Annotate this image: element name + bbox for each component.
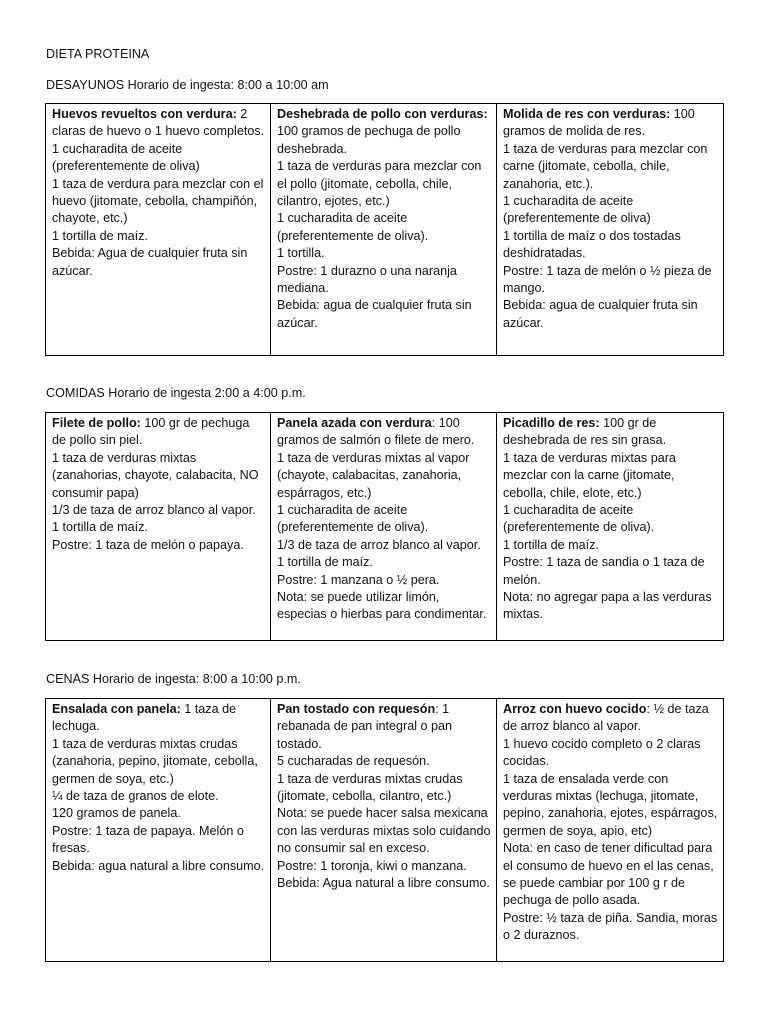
- cell-text: Nota: se puede utilizar limón, especias o hierbas para condimentar.: [277, 590, 487, 622]
- cell-text: 1 cucharadita de aceite (preferentemente de oliva): [52, 141, 200, 174]
- dish-name: Filete de pollo:: [52, 416, 141, 430]
- dish-name: Panela azada con verdura: [277, 416, 432, 430]
- cell-text: Postre: 1 durazno o una naranja mediana.: [277, 263, 457, 296]
- cell-text: Nota: en caso de tener dificultad para el consumo de huevo en el las cenas, se puede cambiar por 100 g r de pechuga de pollo asada.: [503, 841, 714, 908]
- cell-text: 1 taza de verduras mixtas crudas (zanahoria, pepino, jitomate, cebolla, germen de soya, etc.): [52, 736, 258, 786]
- cell-text: : 1 rebanada de pan integral o pan tostado.: [277, 702, 453, 751]
- cell-text: Postre: 1 taza de sandia o 1 taza de melón.: [503, 555, 705, 587]
- cell-text: 1 tortilla.: [277, 246, 325, 261]
- cell-text: Nota: se puede hacer salsa mexicana con las verduras mixtas solo cuidando no consumir sal en exceso.: [277, 806, 491, 856]
- cell-text: 1 taza de ensalada verde con verduras mixtas (lechuga, jitomate, pepino, zanahoria, ejotes, espárragos, germen de soya, apio, etc): [503, 771, 718, 838]
- cell-text: 1 taza de verduras mixtas para mezclar con la carne (jitomate, cebolla, chile, elote, etc.): [503, 450, 676, 500]
- cell-text: 1 tortilla de maíz o dos tostadas deshidratadas.: [503, 228, 681, 261]
- cell-text: 1 tortilla de maíz.: [52, 520, 148, 535]
- cell-text: Nota: no agregar papa a las verduras mixtas.: [503, 590, 712, 622]
- lunch-heading: COMIDAS Horario de ingesta 2:00 a 4:00 p.m.: [46, 386, 306, 400]
- cell-text: 5 cucharadas de requesón.: [277, 754, 430, 769]
- cell-text: 1 taza de verduras mixtas (zanahorias, chayote, calabacita, NO consumir papa): [52, 450, 259, 500]
- dinner-table: [45, 698, 724, 962]
- dish-name: Huevos revueltos con verdura:: [52, 107, 237, 121]
- cell-text: 1 taza de verdura para mezclar con el huevo (jitomate, cebolla, champiñón, chayote, etc.): [52, 176, 264, 226]
- breakfast-table: [45, 103, 724, 356]
- cell-text: 1 cucharadita de aceite (preferentemente de oliva): [503, 194, 651, 226]
- cell-text: Bebida: Agua natural a libre consumo.: [277, 876, 490, 891]
- cell-text: 100 gramos de pechuga de pollo deshebrada.: [277, 124, 461, 156]
- dish-name: Deshebrada de pollo con verduras:: [277, 107, 488, 121]
- cell-text: Postre: 1 taza de papaya. Melón o fresas.: [52, 823, 244, 856]
- cell-text: 1 cucharadita de aceite (preferentemente de oliva).: [277, 503, 429, 535]
- lunch-option-1: [46, 413, 271, 641]
- cell-text: 1 tortilla de maíz.: [52, 228, 148, 243]
- dish-name: Pan tostado con requesón: [277, 702, 436, 716]
- cell-text: Postre: 1 taza de melón o papaya.: [52, 537, 244, 552]
- cell-text: 1 taza de verduras para mezclar con carne (jitomate, cebolla, chile, zanahoria, etc.).: [503, 141, 708, 191]
- cell-text: 1 taza de lechuga.: [52, 702, 237, 734]
- cell-text: 1 tortilla de maíz.: [503, 537, 599, 552]
- dinner-option-1: [46, 699, 271, 962]
- cell-text: Bebida: agua de cualquier fruta sin azúcar.: [503, 298, 698, 330]
- cell-text: 100 gr de pechuga de pollo sin piel.: [52, 416, 250, 448]
- cell-text: 100 gramos de molida de res.: [503, 107, 695, 139]
- dish-name: Molida de res con verduras:: [503, 107, 671, 121]
- cell-text: 1 cucharadita de aceite (preferentemente de oliva).: [503, 503, 655, 535]
- lunch-option-3: [497, 413, 724, 641]
- cell-text: ¼ de taza de granos de elote.: [52, 789, 219, 804]
- cell-text: Bebida: agua natural a libre consumo.: [52, 858, 265, 873]
- breakfast-heading: DESAYUNOS Horario de ingesta: 8:00 a 10:00 am: [46, 78, 329, 92]
- breakfast-option-1: [46, 104, 271, 356]
- lunch-option-2: [271, 413, 497, 641]
- cell-text: Postre: ½ taza de piña. Sandia, moras o 2 duraznos.: [503, 910, 718, 943]
- cell-text: 1 cucharadita de aceite (preferentemente de oliva).: [277, 211, 429, 243]
- dish-name: Arroz con huevo cocido: [503, 702, 647, 716]
- cell-text: 2 claras de huevo o 1 huevo completos.: [52, 107, 265, 139]
- cell-text: 1 taza de verduras para mezclar con el pollo (jitomate, cebolla, chile, cilantro, ejotes, etc.): [277, 159, 482, 209]
- document-title: DIETA PROTEINA: [46, 47, 150, 61]
- cell-text: 120 gramos de panela.: [52, 806, 181, 821]
- cell-text: Bebida: Agua de cualquier fruta sin azúcar.: [52, 246, 248, 278]
- cell-text: 1 huevo cocido completo o 2 claras cocidas.: [503, 736, 701, 769]
- breakfast-option-3: [497, 104, 724, 356]
- cell-text: Postre: 1 toronja, kiwi o manzana.: [277, 858, 467, 873]
- cell-text: : 100 gramos de salmón o filete de mero.: [277, 416, 475, 448]
- cell-text: Bebida: agua de cualquier fruta sin azúcar.: [277, 298, 472, 330]
- dish-name: Ensalada con panela:: [52, 702, 181, 716]
- cell-text: 100 gr de deshebrada de res sin grasa.: [503, 416, 667, 448]
- breakfast-option-2: [271, 104, 497, 356]
- dish-name: Picadillo de res:: [503, 416, 600, 430]
- cell-text: 1 taza de verduras mixtas al vapor (chayote, calabacitas, zanahoria, espárragos, etc.): [277, 450, 470, 500]
- cell-text: : ½ de taza de arroz blanco al vapor.: [503, 702, 709, 734]
- dinner-option-2: [271, 699, 497, 962]
- cell-text: 1/3 de taza de arroz blanco al vapor.: [277, 537, 481, 552]
- lunch-table: [45, 412, 724, 641]
- dinner-heading: CENAS Horario de ingesta: 8:00 a 10:00 p.m.: [46, 672, 301, 686]
- cell-text: Postre: 1 manzana o ½ pera.: [277, 572, 440, 587]
- dinner-option-3: [497, 699, 724, 962]
- cell-text: 1/3 de taza de arroz blanco al vapor.: [52, 503, 256, 518]
- cell-text: 1 tortilla de maíz.: [277, 555, 373, 570]
- cell-text: Postre: 1 taza de melón o ½ pieza de mango.: [503, 263, 712, 296]
- cell-text: 1 taza de verduras mixtas crudas (jitomate, cebolla, cilantro, etc.): [277, 771, 463, 804]
